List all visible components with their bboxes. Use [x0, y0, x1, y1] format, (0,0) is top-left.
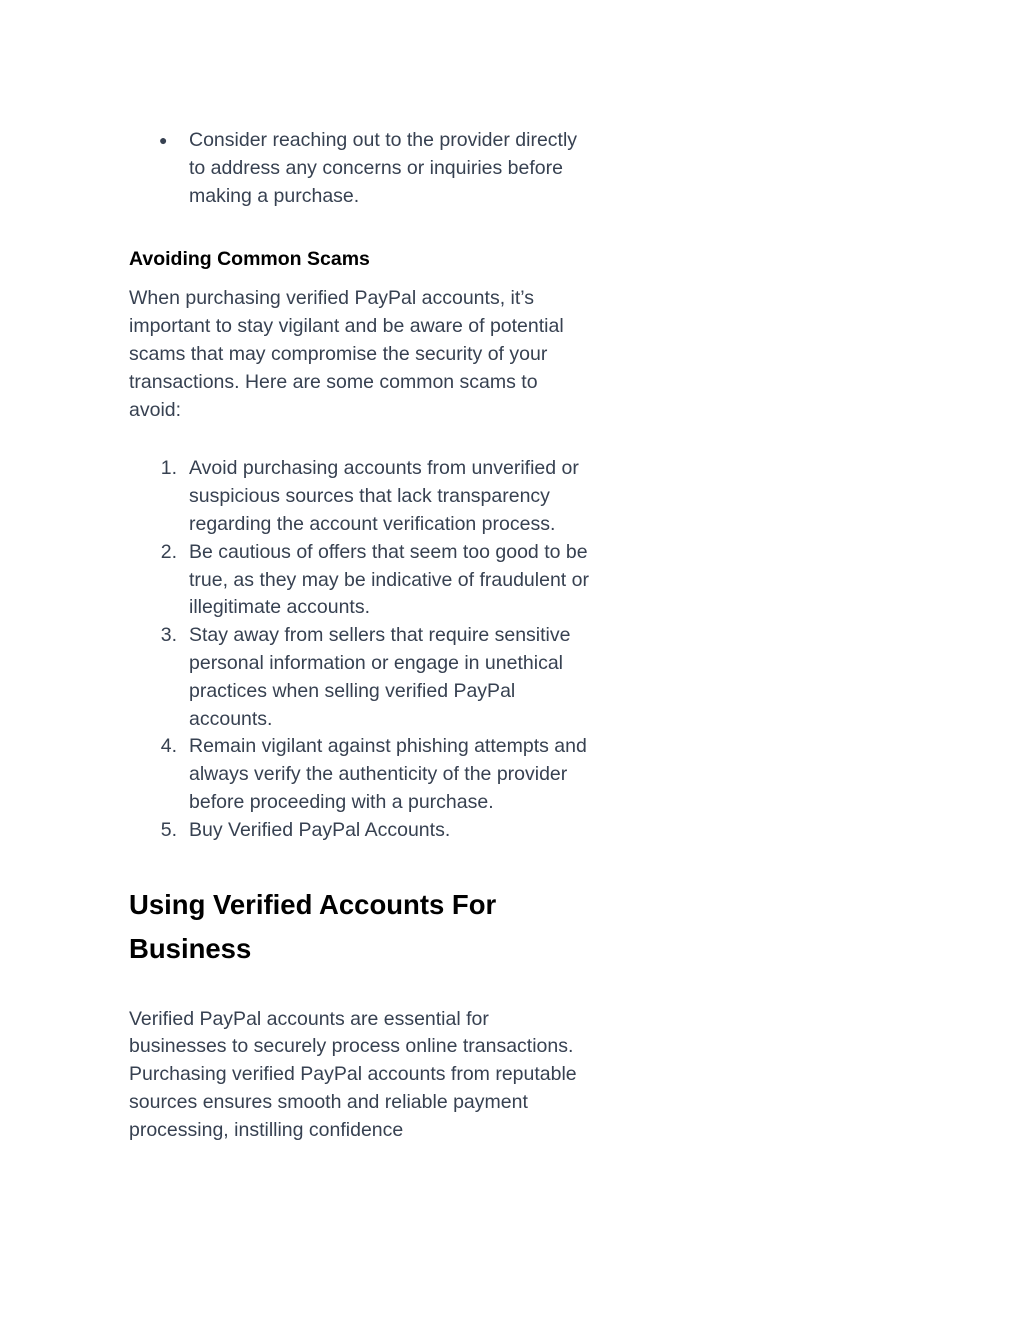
list-item: [129, 817, 589, 845]
list-item: [129, 622, 589, 733]
list-number: 2.: [160, 540, 177, 563]
list-item: [129, 455, 589, 538]
bullet-marker: ●: [159, 132, 168, 148]
scams-intro-paragraph: When purchasing verified PayPal accounts, it’s important to stay vigilant and be aware of potential scams that may compromise the security of your transactions. Here are some common scams to avoid:: [129, 287, 564, 421]
list-number: 3.: [160, 624, 177, 647]
scams-numbered-list: [129, 455, 589, 844]
list-item-text: Avoid purchasing accounts from unverified or suspicious sources that lack transparency regarding the account verification process.: [189, 457, 579, 535]
list-number: 1.: [160, 457, 177, 480]
section-heading-scams: Avoiding Common Scams: [129, 248, 370, 271]
bullet-list: [129, 127, 589, 210]
business-paragraph: Verified PayPal accounts are essential for businesses to securely process online transactions. Purchasing verified PayPal accounts from reputable sources ensures smooth and reliable payment processing, instilling confidence: [129, 1007, 577, 1141]
list-item-text: Be cautious of offers that seem too good to be true, as they may be indicative of fraudulent or illegitimate accounts.: [189, 540, 589, 619]
list-number: 5.: [160, 818, 177, 841]
list-number: 4.: [160, 735, 177, 758]
document-page: [129, 127, 589, 1145]
list-item: [129, 733, 589, 816]
list-item-text: Remain vigilant against phishing attempts and always verify the authenticity of the provider before proceeding with a purchase.: [189, 735, 587, 813]
section-heading-business: Using Verified Accounts For Business: [129, 888, 497, 965]
list-item-text: Buy Verified PayPal Accounts.: [189, 818, 451, 841]
list-item-text: Stay away from sellers that require sensitive personal information or engage in unethical practices when selling verified PayPal accounts.: [189, 624, 571, 730]
list-item-text: Consider reaching out to the provider directly to address any concerns or inquiries before making a purchase.: [189, 129, 578, 207]
list-item: [129, 127, 589, 210]
list-item: [129, 539, 589, 622]
